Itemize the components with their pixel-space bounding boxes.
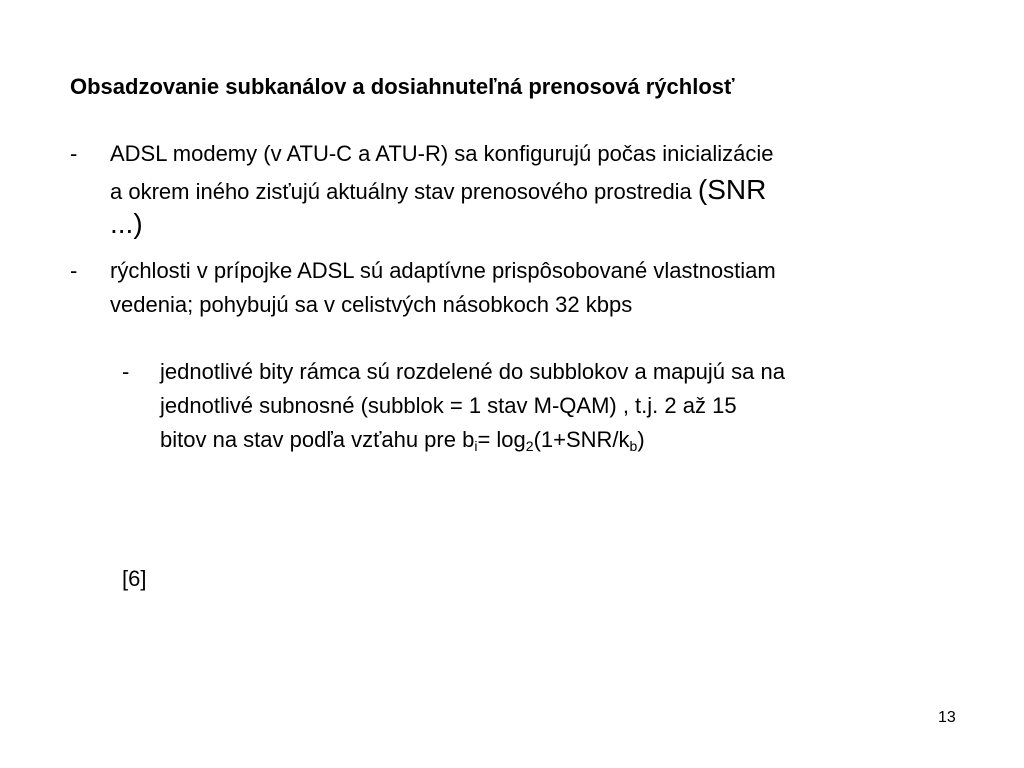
bullet-dash: - (70, 141, 78, 166)
bullet-text (110, 137, 773, 239)
formula-line (160, 423, 785, 457)
bullet-dash: - (70, 258, 78, 283)
bullet-line: jednotlivé bity rámca sú rozdelené do subblokov a mapujú sa na (160, 359, 785, 384)
formula-suffix: ) (637, 427, 645, 452)
bullet-dash: - (122, 359, 130, 384)
bullet-line (110, 171, 773, 209)
bullet-line: ADSL modemy (v ATU-C a ATU-R) sa konfigurujú počas inicializácie (110, 141, 774, 166)
slide-title: Obsadzovanie subkanálov a dosiahnuteľná prenosová rýchlosť (70, 74, 735, 99)
page-number: 13 (938, 709, 956, 726)
subscript-b: b (629, 438, 638, 454)
formula-prefix: bitov na stav podľa vzťahu pre b (160, 427, 475, 452)
bullet-line: vedenia; pohybujú sa v celistvých násobkoch 32 kbps (110, 292, 633, 317)
bullet-line: jednotlivé subnosné (subblok = 1 stav M-QAM) , t.j. 2 až 15 (160, 393, 737, 418)
formula-log: = log (477, 427, 526, 452)
bullet-line-text: a okrem iného zisťujú aktuálny stav prenosového prostredia (110, 179, 698, 204)
bullet-text (160, 355, 785, 457)
bullet-line: rýchlosti v prípojke ADSL sú adaptívne prispôsobované vlastnostiam (110, 258, 776, 283)
bullet-text (110, 254, 776, 322)
bullet-line: ...) (110, 208, 143, 239)
formula-mid: (1+SNR/k (533, 427, 630, 452)
subscript-i: i (474, 438, 478, 454)
subscript-2: 2 (525, 438, 534, 454)
reference-citation: [6] (122, 566, 147, 591)
snr-label: (SNR (697, 174, 767, 205)
